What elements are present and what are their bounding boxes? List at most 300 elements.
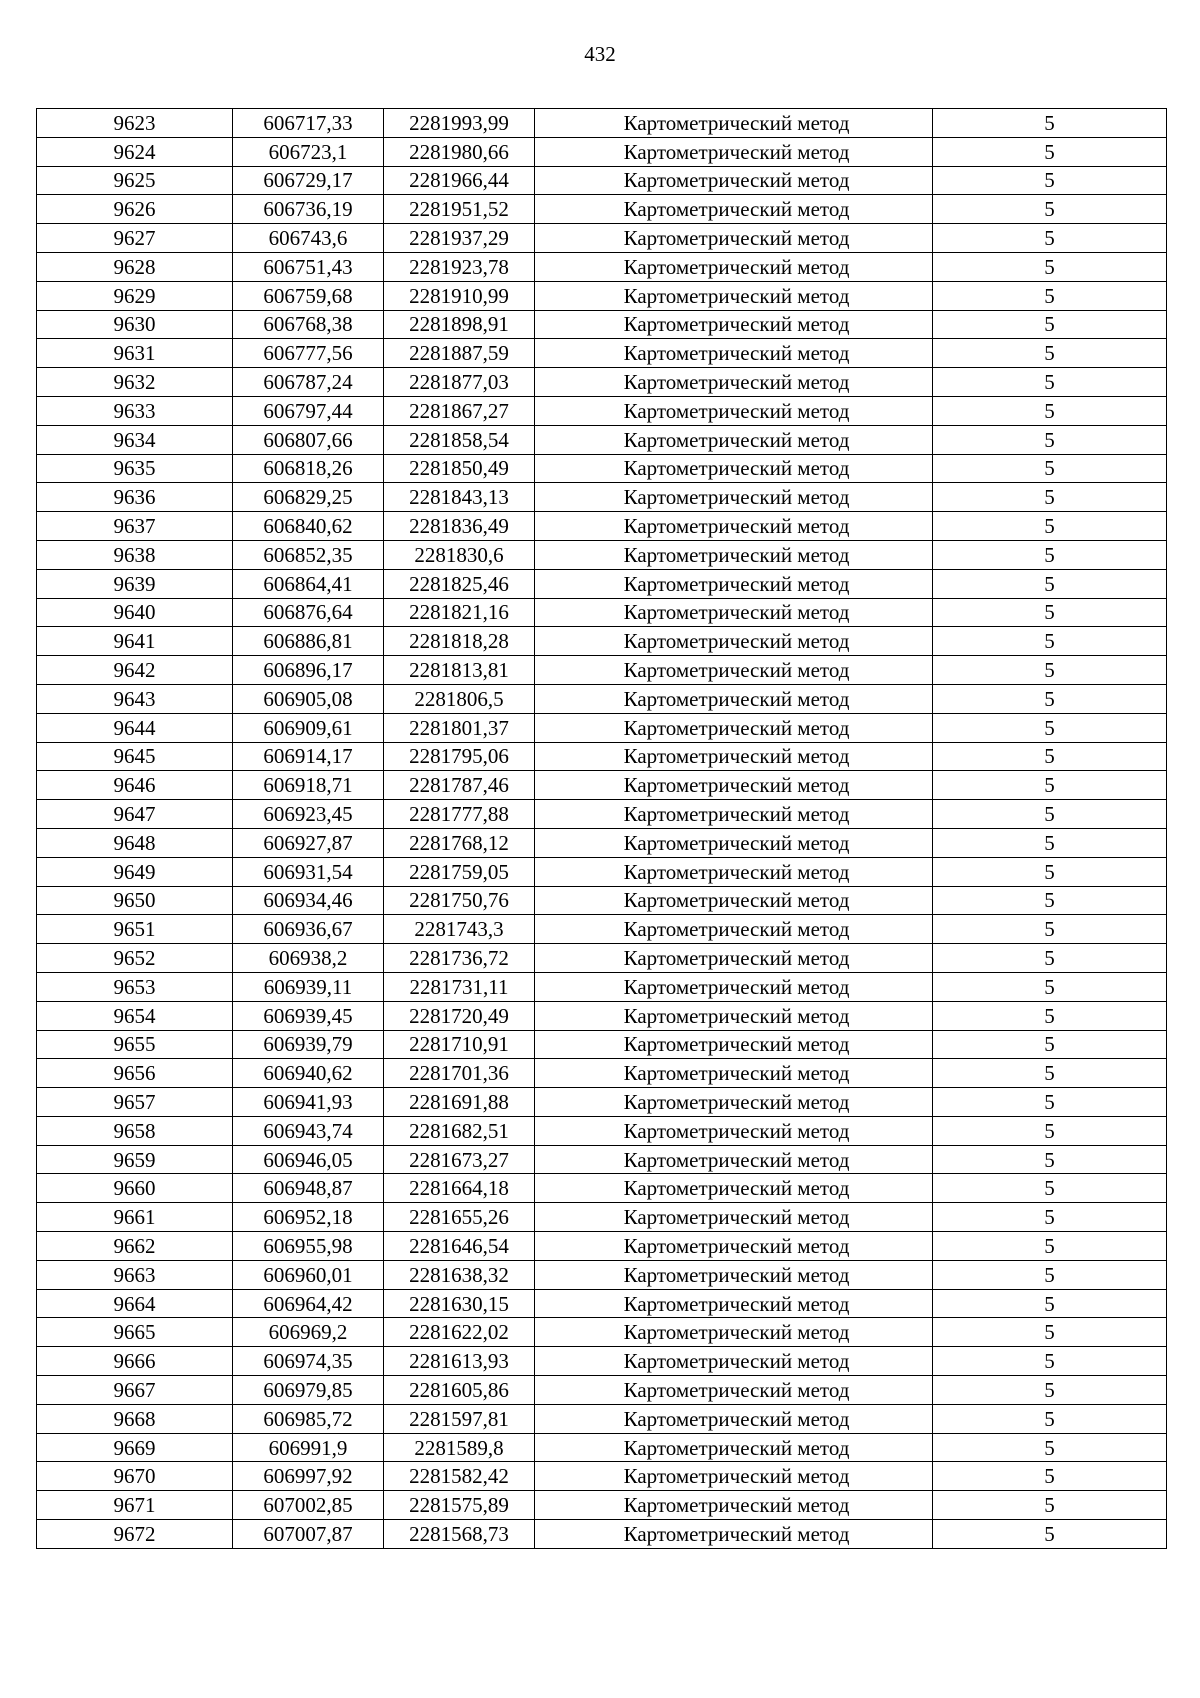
- y-coordinate-cell: 2281710,91: [384, 1030, 535, 1059]
- point-number-cell: 9649: [37, 857, 233, 886]
- y-coordinate-cell: 2281877,03: [384, 368, 535, 397]
- y-coordinate-cell: 2281597,81: [384, 1404, 535, 1433]
- y-coordinate-cell: 2281646,54: [384, 1232, 535, 1261]
- y-coordinate-cell: 2281980,66: [384, 137, 535, 166]
- accuracy-cell: 5: [933, 483, 1167, 512]
- point-number-cell: 9652: [37, 944, 233, 973]
- point-number-cell: 9638: [37, 540, 233, 569]
- method-cell: Картометрический метод: [535, 483, 933, 512]
- accuracy-cell: 5: [933, 1462, 1167, 1491]
- x-coordinate-cell: 606997,92: [233, 1462, 384, 1491]
- point-number-cell: 9671: [37, 1491, 233, 1520]
- table-row: [37, 540, 1167, 569]
- accuracy-cell: 5: [933, 1491, 1167, 1520]
- table-row: [37, 1059, 1167, 1088]
- method-cell: Картометрический метод: [535, 1491, 933, 1520]
- table-row: [37, 396, 1167, 425]
- coordinates-table-body: [37, 109, 1167, 1549]
- accuracy-cell: 5: [933, 598, 1167, 627]
- method-cell: Картометрический метод: [535, 828, 933, 857]
- table-row: [37, 800, 1167, 829]
- method-cell: Картометрический метод: [535, 1520, 933, 1549]
- x-coordinate-cell: 606717,33: [233, 109, 384, 138]
- method-cell: Картометрический метод: [535, 1203, 933, 1232]
- method-cell: Картометрический метод: [535, 1088, 933, 1117]
- table-row: [37, 425, 1167, 454]
- table-row: [37, 886, 1167, 915]
- x-coordinate-cell: 606759,68: [233, 281, 384, 310]
- method-cell: Картометрический метод: [535, 1289, 933, 1318]
- x-coordinate-cell: 606923,45: [233, 800, 384, 829]
- point-number-cell: 9667: [37, 1376, 233, 1405]
- x-coordinate-cell: 606938,2: [233, 944, 384, 973]
- method-cell: Картометрический метод: [535, 1059, 933, 1088]
- point-number-cell: 9657: [37, 1088, 233, 1117]
- accuracy-cell: 5: [933, 713, 1167, 742]
- x-coordinate-cell: 606751,43: [233, 252, 384, 281]
- accuracy-cell: 5: [933, 828, 1167, 857]
- x-coordinate-cell: 606905,08: [233, 684, 384, 713]
- accuracy-cell: 5: [933, 310, 1167, 339]
- point-number-cell: 9635: [37, 454, 233, 483]
- point-number-cell: 9665: [37, 1318, 233, 1347]
- y-coordinate-cell: 2281910,99: [384, 281, 535, 310]
- point-number-cell: 9629: [37, 281, 233, 310]
- x-coordinate-cell: 606960,01: [233, 1260, 384, 1289]
- y-coordinate-cell: 2281825,46: [384, 569, 535, 598]
- method-cell: Картометрический метод: [535, 972, 933, 1001]
- x-coordinate-cell: 606940,62: [233, 1059, 384, 1088]
- y-coordinate-cell: 2281682,51: [384, 1116, 535, 1145]
- method-cell: Картометрический метод: [535, 109, 933, 138]
- method-cell: Картометрический метод: [535, 1030, 933, 1059]
- point-number-cell: 9646: [37, 771, 233, 800]
- accuracy-cell: 5: [933, 627, 1167, 656]
- accuracy-cell: 5: [933, 684, 1167, 713]
- table-row: [37, 339, 1167, 368]
- method-cell: Картометрический метод: [535, 454, 933, 483]
- point-number-cell: 9656: [37, 1059, 233, 1088]
- method-cell: Картометрический метод: [535, 713, 933, 742]
- x-coordinate-cell: 606787,24: [233, 368, 384, 397]
- x-coordinate-cell: 606829,25: [233, 483, 384, 512]
- method-cell: Картометрический метод: [535, 569, 933, 598]
- accuracy-cell: 5: [933, 1001, 1167, 1030]
- table-row: [37, 915, 1167, 944]
- accuracy-cell: 5: [933, 742, 1167, 771]
- y-coordinate-cell: 2281787,46: [384, 771, 535, 800]
- method-cell: Картометрический метод: [535, 915, 933, 944]
- y-coordinate-cell: 2281613,93: [384, 1347, 535, 1376]
- point-number-cell: 9658: [37, 1116, 233, 1145]
- method-cell: Картометрический метод: [535, 1116, 933, 1145]
- point-number-cell: 9627: [37, 224, 233, 253]
- accuracy-cell: 5: [933, 1203, 1167, 1232]
- table-row: [37, 713, 1167, 742]
- accuracy-cell: 5: [933, 656, 1167, 685]
- table-row: [37, 598, 1167, 627]
- point-number-cell: 9651: [37, 915, 233, 944]
- accuracy-cell: 5: [933, 800, 1167, 829]
- accuracy-cell: 5: [933, 396, 1167, 425]
- method-cell: Картометрический метод: [535, 742, 933, 771]
- y-coordinate-cell: 2281768,12: [384, 828, 535, 857]
- y-coordinate-cell: 2281655,26: [384, 1203, 535, 1232]
- point-number-cell: 9624: [37, 137, 233, 166]
- x-coordinate-cell: 606964,42: [233, 1289, 384, 1318]
- x-coordinate-cell: 606939,45: [233, 1001, 384, 1030]
- accuracy-cell: 5: [933, 1116, 1167, 1145]
- y-coordinate-cell: 2281691,88: [384, 1088, 535, 1117]
- y-coordinate-cell: 2281887,59: [384, 339, 535, 368]
- y-coordinate-cell: 2281750,76: [384, 886, 535, 915]
- table-row: [37, 166, 1167, 195]
- x-coordinate-cell: 606876,64: [233, 598, 384, 627]
- accuracy-cell: 5: [933, 195, 1167, 224]
- table-row: [37, 1088, 1167, 1117]
- accuracy-cell: 5: [933, 1318, 1167, 1347]
- accuracy-cell: 5: [933, 915, 1167, 944]
- table-row: [37, 972, 1167, 1001]
- table-row: [37, 1318, 1167, 1347]
- table-row: [37, 627, 1167, 656]
- point-number-cell: 9632: [37, 368, 233, 397]
- method-cell: Картометрический метод: [535, 310, 933, 339]
- page-number: 432: [584, 42, 616, 66]
- point-number-cell: 9630: [37, 310, 233, 339]
- method-cell: Картометрический метод: [535, 425, 933, 454]
- x-coordinate-cell: 606948,87: [233, 1174, 384, 1203]
- point-number-cell: 9645: [37, 742, 233, 771]
- method-cell: Картометрический метод: [535, 944, 933, 973]
- table-row: [37, 195, 1167, 224]
- method-cell: Картометрический метод: [535, 1404, 933, 1433]
- x-coordinate-cell: 606941,93: [233, 1088, 384, 1117]
- y-coordinate-cell: 2281898,91: [384, 310, 535, 339]
- x-coordinate-cell: 606864,41: [233, 569, 384, 598]
- y-coordinate-cell: 2281736,72: [384, 944, 535, 973]
- point-number-cell: 9662: [37, 1232, 233, 1261]
- table-row: [37, 569, 1167, 598]
- table-row: [37, 1520, 1167, 1549]
- y-coordinate-cell: 2281818,28: [384, 627, 535, 656]
- point-number-cell: 9636: [37, 483, 233, 512]
- point-number-cell: 9654: [37, 1001, 233, 1030]
- x-coordinate-cell: 606909,61: [233, 713, 384, 742]
- method-cell: Картометрический метод: [535, 281, 933, 310]
- table-row: [37, 1289, 1167, 1318]
- method-cell: Картометрический метод: [535, 137, 933, 166]
- table-row: [37, 944, 1167, 973]
- y-coordinate-cell: 2281720,49: [384, 1001, 535, 1030]
- accuracy-cell: 5: [933, 1232, 1167, 1261]
- method-cell: Картометрический метод: [535, 540, 933, 569]
- x-coordinate-cell: 607002,85: [233, 1491, 384, 1520]
- table-row: [37, 1462, 1167, 1491]
- x-coordinate-cell: 606952,18: [233, 1203, 384, 1232]
- point-number-cell: 9672: [37, 1520, 233, 1549]
- point-number-cell: 9628: [37, 252, 233, 281]
- accuracy-cell: 5: [933, 1520, 1167, 1549]
- table-row: [37, 1404, 1167, 1433]
- point-number-cell: 9640: [37, 598, 233, 627]
- point-number-cell: 9659: [37, 1145, 233, 1174]
- y-coordinate-cell: 2281821,16: [384, 598, 535, 627]
- point-number-cell: 9642: [37, 656, 233, 685]
- accuracy-cell: 5: [933, 137, 1167, 166]
- y-coordinate-cell: 2281867,27: [384, 396, 535, 425]
- x-coordinate-cell: 606768,38: [233, 310, 384, 339]
- table-row: [37, 1203, 1167, 1232]
- x-coordinate-cell: 606914,17: [233, 742, 384, 771]
- x-coordinate-cell: 606939,11: [233, 972, 384, 1001]
- accuracy-cell: 5: [933, 339, 1167, 368]
- accuracy-cell: 5: [933, 1376, 1167, 1405]
- accuracy-cell: 5: [933, 252, 1167, 281]
- method-cell: Картометрический метод: [535, 656, 933, 685]
- method-cell: Картометрический метод: [535, 684, 933, 713]
- coordinates-table: [36, 108, 1167, 1549]
- x-coordinate-cell: 606985,72: [233, 1404, 384, 1433]
- method-cell: Картометрический метод: [535, 1462, 933, 1491]
- x-coordinate-cell: 606979,85: [233, 1376, 384, 1405]
- method-cell: Картометрический метод: [535, 224, 933, 253]
- y-coordinate-cell: 2281813,81: [384, 656, 535, 685]
- x-coordinate-cell: 606777,56: [233, 339, 384, 368]
- y-coordinate-cell: 2281923,78: [384, 252, 535, 281]
- accuracy-cell: 5: [933, 1404, 1167, 1433]
- accuracy-cell: 5: [933, 166, 1167, 195]
- point-number-cell: 9660: [37, 1174, 233, 1203]
- method-cell: Картометрический метод: [535, 166, 933, 195]
- method-cell: Картометрический метод: [535, 800, 933, 829]
- method-cell: Картометрический метод: [535, 1145, 933, 1174]
- point-number-cell: 9669: [37, 1433, 233, 1462]
- y-coordinate-cell: 2281850,49: [384, 454, 535, 483]
- y-coordinate-cell: 2281638,32: [384, 1260, 535, 1289]
- x-coordinate-cell: 606974,35: [233, 1347, 384, 1376]
- y-coordinate-cell: 2281836,49: [384, 512, 535, 541]
- table-row: [37, 1433, 1167, 1462]
- table-row: [37, 224, 1167, 253]
- accuracy-cell: 5: [933, 224, 1167, 253]
- accuracy-cell: 5: [933, 1347, 1167, 1376]
- point-number-cell: 9634: [37, 425, 233, 454]
- y-coordinate-cell: 2281664,18: [384, 1174, 535, 1203]
- x-coordinate-cell: 606896,17: [233, 656, 384, 685]
- y-coordinate-cell: 2281575,89: [384, 1491, 535, 1520]
- point-number-cell: 9641: [37, 627, 233, 656]
- point-number-cell: 9637: [37, 512, 233, 541]
- y-coordinate-cell: 2281582,42: [384, 1462, 535, 1491]
- point-number-cell: 9650: [37, 886, 233, 915]
- table-row: [37, 137, 1167, 166]
- point-number-cell: 9670: [37, 1462, 233, 1491]
- method-cell: Картометрический метод: [535, 598, 933, 627]
- accuracy-cell: 5: [933, 1030, 1167, 1059]
- table-row: [37, 310, 1167, 339]
- accuracy-cell: 5: [933, 1260, 1167, 1289]
- table-row: [37, 512, 1167, 541]
- table-row: [37, 483, 1167, 512]
- x-coordinate-cell: 606918,71: [233, 771, 384, 800]
- method-cell: Картометрический метод: [535, 396, 933, 425]
- table-row: [37, 1116, 1167, 1145]
- y-coordinate-cell: 2281858,54: [384, 425, 535, 454]
- point-number-cell: 9633: [37, 396, 233, 425]
- method-cell: Картометрический метод: [535, 627, 933, 656]
- method-cell: Картометрический метод: [535, 857, 933, 886]
- y-coordinate-cell: 2281568,73: [384, 1520, 535, 1549]
- x-coordinate-cell: 606729,17: [233, 166, 384, 195]
- y-coordinate-cell: 2281589,8: [384, 1433, 535, 1462]
- method-cell: Картометрический метод: [535, 1174, 933, 1203]
- table-row: [37, 1145, 1167, 1174]
- method-cell: Картометрический метод: [535, 1318, 933, 1347]
- y-coordinate-cell: 2281731,11: [384, 972, 535, 1001]
- point-number-cell: 9623: [37, 109, 233, 138]
- point-number-cell: 9644: [37, 713, 233, 742]
- point-number-cell: 9664: [37, 1289, 233, 1318]
- accuracy-cell: 5: [933, 944, 1167, 973]
- accuracy-cell: 5: [933, 1433, 1167, 1462]
- method-cell: Картометрический метод: [535, 1433, 933, 1462]
- accuracy-cell: 5: [933, 771, 1167, 800]
- point-number-cell: 9661: [37, 1203, 233, 1232]
- method-cell: Картометрический метод: [535, 1260, 933, 1289]
- point-number-cell: 9625: [37, 166, 233, 195]
- point-number-cell: 9643: [37, 684, 233, 713]
- x-coordinate-cell: 607007,87: [233, 1520, 384, 1549]
- method-cell: Картометрический метод: [535, 339, 933, 368]
- y-coordinate-cell: 2281622,02: [384, 1318, 535, 1347]
- table-row: [37, 454, 1167, 483]
- accuracy-cell: 5: [933, 1174, 1167, 1203]
- accuracy-cell: 5: [933, 886, 1167, 915]
- accuracy-cell: 5: [933, 109, 1167, 138]
- table-row: [37, 1232, 1167, 1261]
- accuracy-cell: 5: [933, 1289, 1167, 1318]
- x-coordinate-cell: 606936,67: [233, 915, 384, 944]
- x-coordinate-cell: 606818,26: [233, 454, 384, 483]
- method-cell: Картометрический метод: [535, 252, 933, 281]
- method-cell: Картометрический метод: [535, 512, 933, 541]
- table-row: [37, 828, 1167, 857]
- x-coordinate-cell: 606969,2: [233, 1318, 384, 1347]
- y-coordinate-cell: 2281795,06: [384, 742, 535, 771]
- point-number-cell: 9626: [37, 195, 233, 224]
- accuracy-cell: 5: [933, 972, 1167, 1001]
- accuracy-cell: 5: [933, 454, 1167, 483]
- method-cell: Картометрический метод: [535, 1232, 933, 1261]
- table-row: [37, 252, 1167, 281]
- point-number-cell: 9663: [37, 1260, 233, 1289]
- x-coordinate-cell: 606736,19: [233, 195, 384, 224]
- accuracy-cell: 5: [933, 857, 1167, 886]
- method-cell: Картометрический метод: [535, 1001, 933, 1030]
- table-row: [37, 1491, 1167, 1520]
- table-row: [37, 857, 1167, 886]
- point-number-cell: 9668: [37, 1404, 233, 1433]
- table-row: [37, 1174, 1167, 1203]
- accuracy-cell: 5: [933, 1088, 1167, 1117]
- y-coordinate-cell: 2281801,37: [384, 713, 535, 742]
- table-row: [37, 281, 1167, 310]
- x-coordinate-cell: 606955,98: [233, 1232, 384, 1261]
- y-coordinate-cell: 2281759,05: [384, 857, 535, 886]
- y-coordinate-cell: 2281630,15: [384, 1289, 535, 1318]
- accuracy-cell: 5: [933, 368, 1167, 397]
- method-cell: Картометрический метод: [535, 368, 933, 397]
- y-coordinate-cell: 2281843,13: [384, 483, 535, 512]
- x-coordinate-cell: 606743,6: [233, 224, 384, 253]
- accuracy-cell: 5: [933, 1145, 1167, 1174]
- y-coordinate-cell: 2281777,88: [384, 800, 535, 829]
- y-coordinate-cell: 2281993,99: [384, 109, 535, 138]
- point-number-cell: 9655: [37, 1030, 233, 1059]
- method-cell: Картометрический метод: [535, 1376, 933, 1405]
- y-coordinate-cell: 2281701,36: [384, 1059, 535, 1088]
- x-coordinate-cell: 606939,79: [233, 1030, 384, 1059]
- y-coordinate-cell: 2281951,52: [384, 195, 535, 224]
- table-row: [37, 109, 1167, 138]
- table-row: [37, 1347, 1167, 1376]
- method-cell: Картометрический метод: [535, 195, 933, 224]
- point-number-cell: 9631: [37, 339, 233, 368]
- x-coordinate-cell: 606886,81: [233, 627, 384, 656]
- x-coordinate-cell: 606723,1: [233, 137, 384, 166]
- x-coordinate-cell: 606840,62: [233, 512, 384, 541]
- x-coordinate-cell: 606852,35: [233, 540, 384, 569]
- accuracy-cell: 5: [933, 1059, 1167, 1088]
- point-number-cell: 9639: [37, 569, 233, 598]
- table-row: [37, 771, 1167, 800]
- point-number-cell: 9648: [37, 828, 233, 857]
- x-coordinate-cell: 606943,74: [233, 1116, 384, 1145]
- table-row: [37, 742, 1167, 771]
- x-coordinate-cell: 606946,05: [233, 1145, 384, 1174]
- point-number-cell: 9647: [37, 800, 233, 829]
- table-row: [37, 1260, 1167, 1289]
- accuracy-cell: 5: [933, 569, 1167, 598]
- y-coordinate-cell: 2281830,6: [384, 540, 535, 569]
- x-coordinate-cell: 606807,66: [233, 425, 384, 454]
- table-row: [37, 368, 1167, 397]
- accuracy-cell: 5: [933, 540, 1167, 569]
- x-coordinate-cell: 606934,46: [233, 886, 384, 915]
- table-row: [37, 1376, 1167, 1405]
- y-coordinate-cell: 2281937,29: [384, 224, 535, 253]
- x-coordinate-cell: 606797,44: [233, 396, 384, 425]
- y-coordinate-cell: 2281605,86: [384, 1376, 535, 1405]
- y-coordinate-cell: 2281806,5: [384, 684, 535, 713]
- point-number-cell: 9666: [37, 1347, 233, 1376]
- accuracy-cell: 5: [933, 512, 1167, 541]
- y-coordinate-cell: 2281966,44: [384, 166, 535, 195]
- method-cell: Картометрический метод: [535, 771, 933, 800]
- accuracy-cell: 5: [933, 425, 1167, 454]
- x-coordinate-cell: 606991,9: [233, 1433, 384, 1462]
- accuracy-cell: 5: [933, 281, 1167, 310]
- method-cell: Картометрический метод: [535, 1347, 933, 1376]
- table-row: [37, 656, 1167, 685]
- y-coordinate-cell: 2281743,3: [384, 915, 535, 944]
- y-coordinate-cell: 2281673,27: [384, 1145, 535, 1174]
- x-coordinate-cell: 606931,54: [233, 857, 384, 886]
- method-cell: Картометрический метод: [535, 886, 933, 915]
- table-row: [37, 1001, 1167, 1030]
- table-row: [37, 1030, 1167, 1059]
